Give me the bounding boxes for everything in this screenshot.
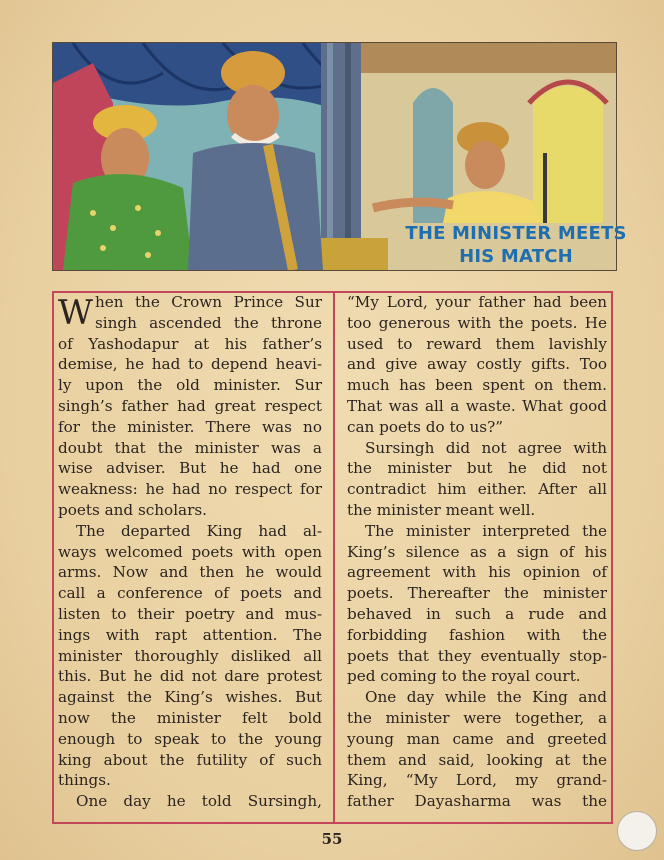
text-line: ings with rapt attention. The xyxy=(58,625,322,644)
text-line: weakness: he had no respect for xyxy=(58,480,322,499)
text-line: arms. Now and then he would xyxy=(58,563,322,582)
text-line: the minister were together, a xyxy=(347,708,607,727)
text-line: them and said, looking at the xyxy=(347,750,607,769)
text-line: now the minister felt bold xyxy=(58,708,322,727)
text-line: singh’s father had great respect xyxy=(58,396,322,415)
text-line: much has been spent on them. xyxy=(347,376,607,395)
text-line: call a conference of poets and xyxy=(58,584,322,603)
story-title-line1: THE MINISTER MEETS xyxy=(405,223,627,244)
text-line: poets. Thereafter the minister xyxy=(347,584,607,603)
text-line: against the King’s wishes. But xyxy=(58,688,322,707)
story-title xyxy=(400,222,632,270)
text-line: One day he told Sursingh, xyxy=(76,792,322,811)
text-line: singh ascended the throne xyxy=(94,313,322,332)
text-line: minister thoroughly disliked all xyxy=(58,646,322,665)
text-line: things. xyxy=(58,771,111,790)
text-line: too generous with the poets. He xyxy=(347,313,607,332)
text-line: contradict him either. After all xyxy=(347,480,607,499)
text-line: hen the Crown Prince Sur xyxy=(94,293,322,311)
text-line: the minister but he did not xyxy=(347,459,607,478)
text-line: demise, he had to depend heavi- xyxy=(58,355,322,374)
story-title-line2: HIS MATCH xyxy=(459,246,573,267)
right-column xyxy=(347,292,607,812)
left-column xyxy=(58,292,322,812)
text-line: enough to speak to the young xyxy=(58,729,322,748)
text-line: poets and scholars. xyxy=(58,500,207,519)
text-line: The departed King had al- xyxy=(76,521,322,540)
text-line: agreement with his opinion of xyxy=(347,563,607,582)
text-line: father Dayasharma was the xyxy=(347,792,607,811)
text-line: king about the futility of such xyxy=(58,750,322,769)
text-line: “My Lord, your father had been xyxy=(347,293,607,311)
text-line: poets that they eventually stop- xyxy=(347,646,607,665)
text-line: forbidding fashion with the xyxy=(347,625,607,644)
text-line: ped coming to the royal court. xyxy=(347,667,581,686)
text-line: King’s silence as a sign of his xyxy=(347,542,607,561)
text-line: of Yashodapur at his father’s xyxy=(58,334,322,353)
text-line: can poets do to us?” xyxy=(347,417,503,436)
text-line: for the minister. There was no xyxy=(58,417,322,436)
text-line: wise adviser. But he had one xyxy=(58,459,322,478)
text-line: doubt that the minister was a xyxy=(58,438,322,457)
column-divider xyxy=(333,291,335,824)
drop-cap: W xyxy=(58,293,93,333)
text-line: The minister interpreted the xyxy=(365,521,607,540)
text-line: One day while the King and xyxy=(365,688,607,707)
text-line: King, “My Lord, my grand- xyxy=(347,771,607,790)
text-line: young man came and greeted xyxy=(347,729,607,748)
text-line: ly upon the old minister. Sur xyxy=(58,376,322,395)
text-line: That was all a waste. What good xyxy=(347,396,607,415)
text-line: and give away costly gifts. Too xyxy=(347,355,607,374)
text-line: ways welcomed poets with open xyxy=(58,542,322,561)
text-line: the minister meant well. xyxy=(347,500,536,519)
text-line: listen to their poetry and mus- xyxy=(58,604,322,623)
text-line: used to reward them lavishly xyxy=(347,334,607,353)
text-line: behaved in such a rude and xyxy=(347,604,607,623)
page-number: 55 xyxy=(321,830,343,848)
text-line: this. But he did not dare protest xyxy=(58,667,322,686)
scanner-watermark-icon xyxy=(617,811,657,851)
text-line: Sursingh did not agree with xyxy=(365,438,607,457)
